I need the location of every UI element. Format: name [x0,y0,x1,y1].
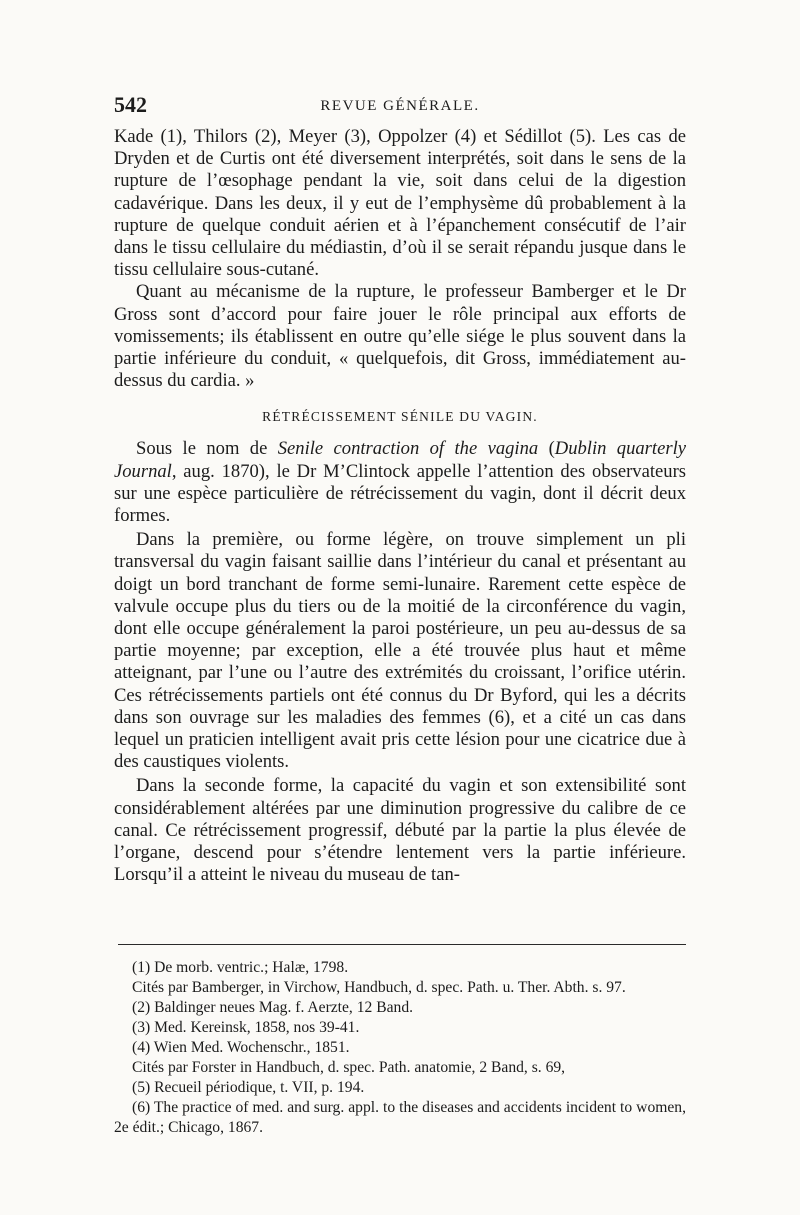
p1-text-a: Sous le nom de [136,438,278,460]
article-title: Senile contraction of the vagina [277,438,539,460]
section-body [114,438,686,886]
footnote-5: (5) Recueil périodique, t. VII, p. 194. [132,1079,365,1096]
section-paragraph-2: Dans la première, ou forme légère, on trouve simplement un pli transversal du vagin faisant saillie dans l’intérieur du canal et présentant au doigt un bord tranchant de forme semi-lunaire. Rarement cette espèce de valvule occupe plus du tiers ou de la moitié de la circonférence du vagin, dont elle occupe généralement la paroi postérieure, un peu au-dessus de sa partie moyenne; par exception, elle a été trouvée plus haut et même atteignant, par l’une ou l’autre des extrémités du croissant, l’orifice utérin. Ces rétrécissements partiels ont été connus du Dr Byford, qui les a décrits dans son ouvrage sur les maladies des femmes (6), et a cité un cas dans lequel un praticien intelligent avait pris cette lésion pour une cicatrice due à des caustiques violents. [114,529,686,773]
footnote-6: (6) The practice of med. and surg. appl. to the diseases and accidents incident to women, 2e édit.; Chicago, 1867. [114,1099,686,1136]
journal-title: Dublin quarterly Journal [114,438,686,482]
intro-paragraph-1: Kade (1), Thilors (2), Meyer (3), Oppolzer (4) et Sédillot (5). Les cas de Dryden et de Curtis ont été diversement interprétés, soit dans le sens de la rupture de l’œsophage pendant la vie, soit dans celui de la digestion cadavérique. Dans les deux, il y eut de l’emphysème dû probablement à la rupture de quelque conduit aérien et à l’épanchement consécutif de l’air dans le tissu cellulaire du médiastin, d’où il se serait répandu jusque dans le tissu cellulaire sous-cutané. [114,126,686,281]
footnote-1-citation: Cités par Bamberger, in Virchow, Handbuch, d. spec. Path. u. Ther. Abth. s. 97. [132,979,626,996]
footnotes [114,958,686,1138]
footnote-4: (4) Wien Med. Wochenschr., 1851. [132,1039,350,1056]
p1-text-c: , aug. 1870), le Dr M’Clintock appelle l’attention des observateurs sur une espèce particulière de rétrécissement du vagin, dont il décrit deux formes. [114,460,686,527]
section-title: RÉTRÉCISSEMENT SÉNILE DU VAGIN. [262,409,538,425]
section-paragraph-3: Dans la seconde forme, la capacité du vagin et son extensibilité sont considérablement altérées par une diminution progressive du calibre de ce canal. Ce rétrécissement progressif, débuté par la partie la plus élevée de l’organe, descend pour s’étendre lentement vers la partie inférieure. Lorsqu’il a atteint le niveau du museau de tan- [114,775,686,886]
section-paragraph-1 [114,438,686,527]
intro-paragraph-2: Quant au mécanisme de la rupture, le professeur Bamberger et le Dr Gross sont d’accord pour faire jouer le rôle principal aux efforts de vomissements; ils établissent en outre qu’elle siége le plus souvent dans la partie inférieure du conduit, « quelquefois, dit Gross, immédiatement au-dessus du cardia. » [114,281,686,392]
p1-text-b: ( [538,438,555,460]
page-header [114,92,686,122]
footnote-1: (1) De morb. ventric.; Halæ, 1798. [132,959,349,976]
main-text [114,126,686,887]
running-title: REVUE GÉNÉRALE. [320,98,480,114]
footnote-4-citation: Cités par Forster in Handbuch, d. spec. Path. anatomie, 2 Band, s. 69, [132,1059,566,1076]
footnote-2: (2) Baldinger neues Mag. f. Aerzte, 12 Band. [132,999,414,1016]
footnote-3: (3) Med. Kereinsk, 1858, nos 39-41. [132,1019,360,1036]
footnote-divider [118,944,686,945]
page-number: 542 [114,92,147,117]
